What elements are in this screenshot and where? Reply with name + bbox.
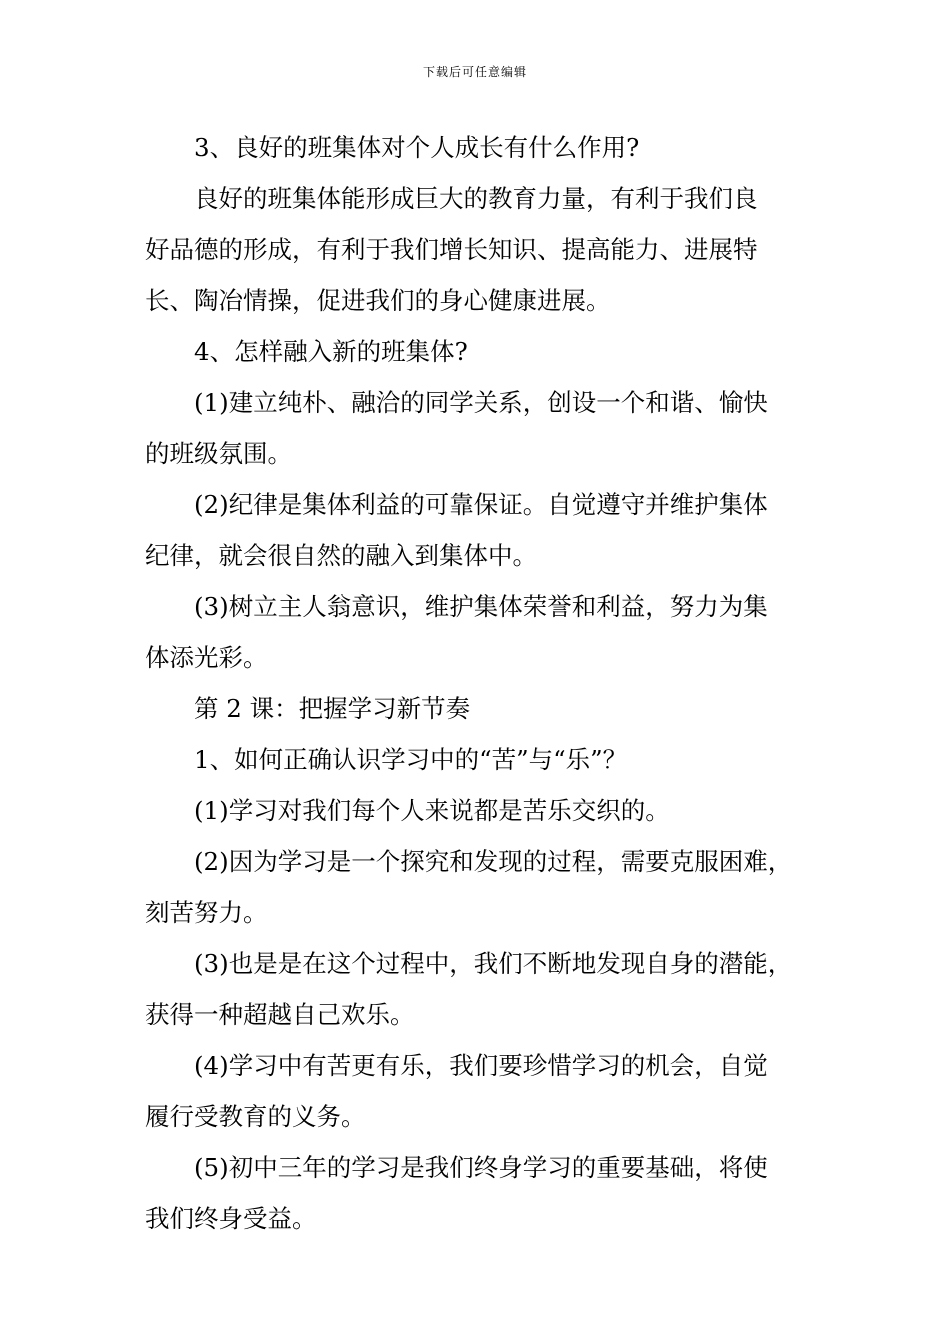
question-heading: 4、怎样融入新的班集体? [194,337,468,366]
paragraph-line: 良好的班集体能形成巨大的教育力量，有利于我们良 [194,184,758,213]
list-item-line: 体添光彩。 [145,643,268,672]
paragraph-line: 长、陶冶情操，促进我们的身心健康进展。 [145,286,611,315]
page-header: 下载后可任意编辑 [422,65,527,79]
list-item-line: (5)初中三年的学习是我们终身学习的重要基础，将使 [194,1153,768,1182]
paragraph-line: 好品德的形成，有利于我们增长知识、提高能力、进展特 [145,235,758,264]
list-item-line: (4)学习中有苦更有乐，我们要珍惜学习的机会，自觉 [194,1051,768,1080]
list-item-line: 履行受教育的义务。 [145,1102,366,1131]
list-item-line: 获得一种超越自己欢乐。 [145,1000,415,1029]
list-item-line: (1)学习对我们每个人来说都是苦乐交织的。 [194,796,670,825]
list-item-line: 的班级氛围。 [145,439,292,468]
list-item-line: (2)因为学习是一个探究和发现的过程，需要克服困难， [194,847,793,876]
list-item-line: 我们终身受益。 [145,1204,317,1233]
question-heading: 3、良好的班集体对个人成长有什么作用? [194,133,640,162]
question-heading: 1、如何正确认识学习中的“苦”与“乐”？ [194,745,628,774]
list-item-line: (3)树立主人翁意识，维护集体荣誉和利益，努力为集 [194,592,768,621]
list-item-line: (3)也是是在这个过程中，我们不断地发现自身的潜能， [194,949,793,978]
list-item-line: 纪律，就会很自然的融入到集体中。 [145,541,537,570]
list-item-line: (2)纪律是集体利益的可靠保证。自觉遵守并维护集体 [194,490,768,519]
lesson-heading: 第 2 课：把握学习新节奏 [194,694,471,723]
document-body [145,122,810,1244]
list-item-line: 刻苦努力。 [145,898,268,927]
list-item-line: (1)建立纯朴、融洽的同学关系，创设一个和谐、愉快 [194,388,768,417]
